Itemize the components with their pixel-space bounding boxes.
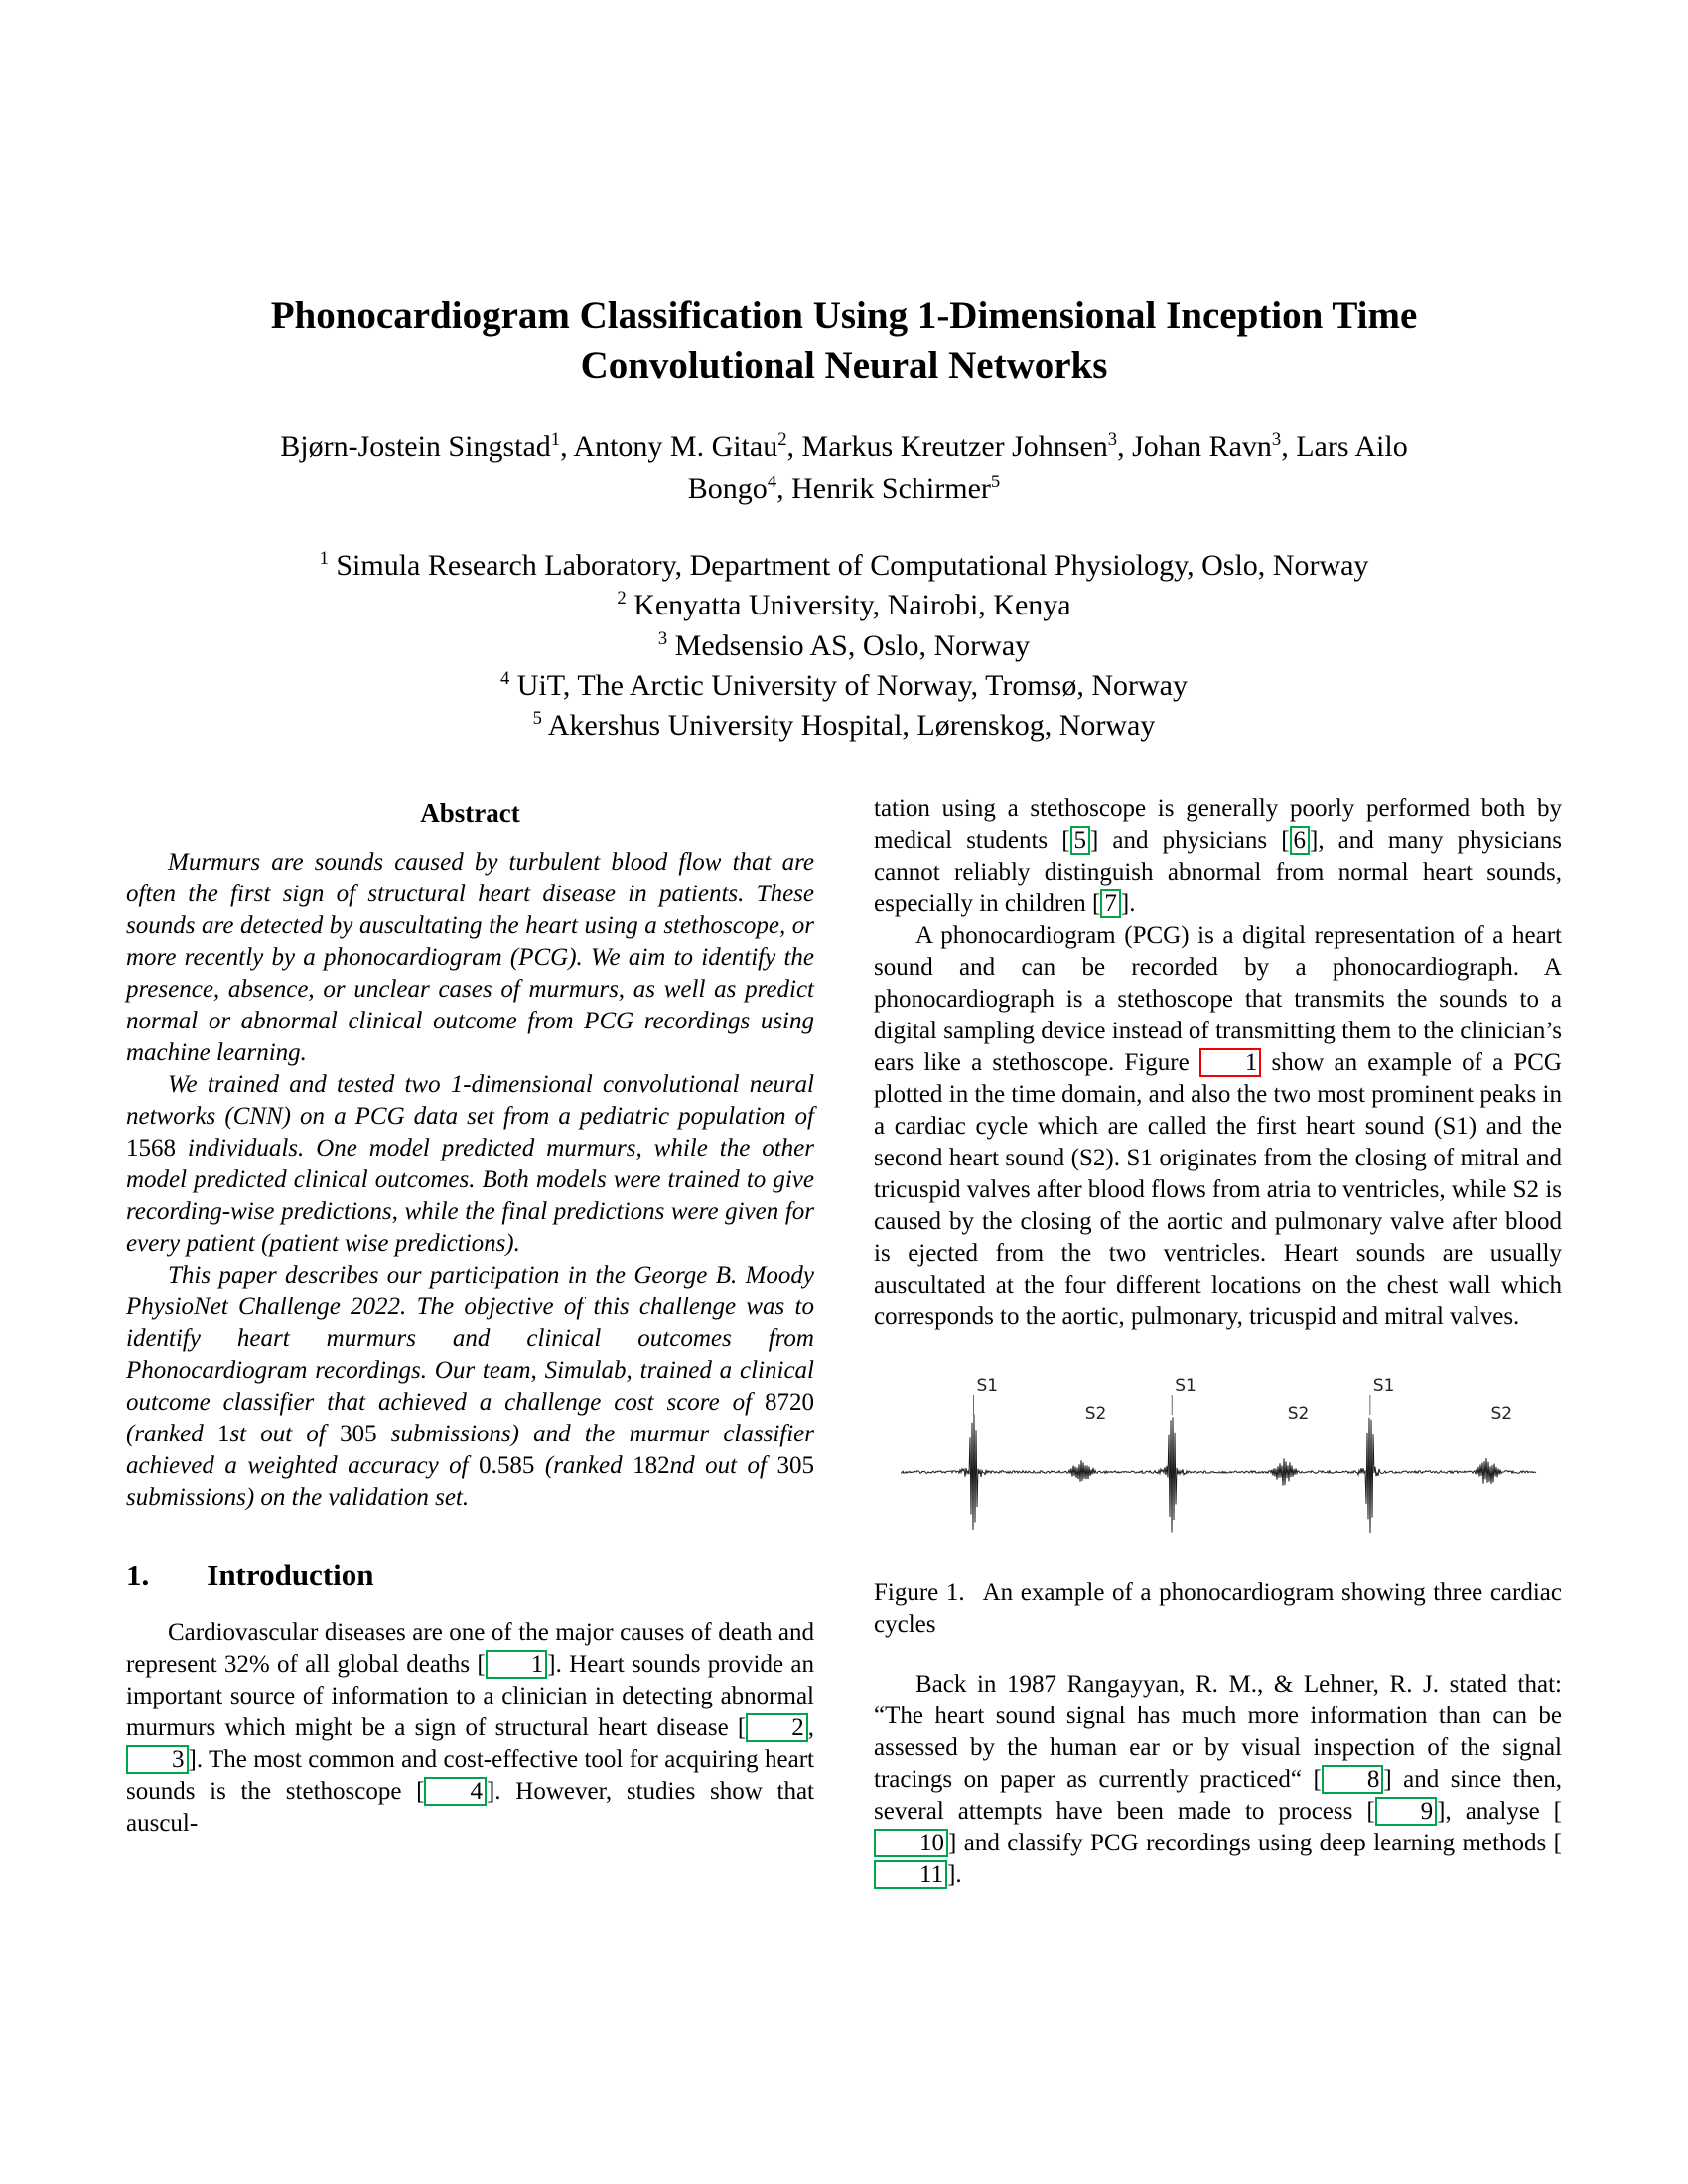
superscript-marker: 2 — [617, 588, 627, 610]
citation-link[interactable]: 3 — [126, 1745, 189, 1774]
text-run: nd out of — [669, 1452, 777, 1480]
superscript-marker: 3 — [657, 627, 668, 649]
citation-link[interactable]: 10 — [874, 1829, 948, 1857]
figure-ref-link[interactable]: 1 — [1199, 1048, 1262, 1077]
text-run: 8720 — [765, 1389, 814, 1417]
superscript-marker: 1 — [319, 548, 329, 570]
text-run: , — [807, 1714, 814, 1742]
text-run: Medsensio AS, Oslo, Norway — [667, 628, 1031, 662]
text-run: ]. — [947, 1861, 962, 1889]
right-column — [874, 793, 1562, 1891]
body-paragraph — [874, 920, 1562, 1333]
abstract-paragraph — [126, 847, 814, 1069]
s1-label: S1 — [976, 1376, 998, 1397]
section-title: Introduction — [207, 1558, 374, 1593]
text-run: ] and physicians [ — [1090, 827, 1290, 855]
citation-link[interactable]: 11 — [874, 1860, 947, 1889]
superscript-marker: 5 — [990, 471, 1001, 492]
text-run: st out of — [229, 1421, 341, 1448]
text-run: submissions) on the validation set. — [126, 1484, 470, 1512]
figure-1 — [874, 1371, 1562, 1641]
s2-label: S2 — [1084, 1404, 1106, 1425]
affiliation — [126, 706, 1562, 746]
text-run: Kenyatta University, Nairobi, Kenya — [626, 589, 1071, 622]
affiliation — [126, 626, 1562, 666]
text-run: ], analyse [ — [1437, 1798, 1562, 1826]
abstract-section — [126, 847, 814, 1514]
affiliation-list — [126, 546, 1562, 746]
abstract-heading: Abstract — [420, 798, 520, 829]
text-run: Bjørn-Jostein Singstad — [280, 429, 551, 463]
text-run: 305 — [340, 1421, 377, 1448]
s1-label: S1 — [1372, 1376, 1394, 1397]
text-run: 0.585 — [479, 1452, 535, 1480]
citation-link[interactable]: 9 — [1375, 1797, 1438, 1826]
text-run: 305 — [776, 1452, 814, 1480]
citation-link[interactable]: 6 — [1290, 826, 1311, 855]
s1-label: S1 — [1174, 1376, 1196, 1397]
pcg-waveform — [901, 1415, 1536, 1533]
citation-link[interactable]: 8 — [1322, 1765, 1384, 1794]
superscript-marker: 5 — [532, 707, 542, 729]
text-run: submissions) and the murmur classifier achieved a weighted accuracy of — [126, 1421, 814, 1480]
caption-text: An example of a phonocardiogram showing three cardiac cycles — [874, 1579, 1562, 1639]
two-column-body — [126, 793, 1562, 1891]
text-run: , Markus Kreutzer Johnsen — [786, 429, 1108, 463]
text-run: ]. Heart sounds provide an important source of information to a clinician in detecting abnormal murmurs which might be a sign of structural heart disease [ — [126, 1651, 814, 1742]
text-run: UiT, The Arctic University of Norway, Tromsø, Norway — [509, 668, 1188, 702]
s2-label: S2 — [1287, 1404, 1309, 1425]
text-run: tation using a stethoscope is generally poorly performed both by medical students [ — [874, 795, 1562, 855]
text-run: Back in 1987 Rangayyan, R. M., & Lehner, R. J. stated that: “The heart sound signal has much more information than can be assessed by the human ear or by visual inspection of the signal tracings on paper as currently practiced“ [ — [874, 1671, 1562, 1794]
text-run: ] and classify PCG recordings using deep learning methods [ — [948, 1830, 1562, 1857]
text-run: We trained and tested two 1-dimensional convolutional neural networks (CNN) on a PCG data set from a pediatric population of — [126, 1071, 814, 1131]
superscript-marker: 4 — [500, 667, 510, 689]
text-run: (ranked — [126, 1421, 217, 1448]
superscript-marker: 1 — [550, 428, 561, 450]
citation-link[interactable]: 1 — [486, 1650, 548, 1679]
text-run: (ranked — [534, 1452, 633, 1480]
text-run: show an example of a PCG plotted in the time domain, and also the two most prominent peaks in a cardiac cycle which are called the first heart sound (S1) and the second heart sound (S2). S1 originates from the closing of mitral and tricuspid valves after blood flows from atria to ventricles, while S2 is caused by the closing of the aortic and pulmonary valve after blood is ejected from the two ventricles. Heart sounds are usually auscultated at the four different locations on the chest wall which corresponds to the aortic, pulmonary, tricuspid and mitral valves. — [874, 1049, 1562, 1331]
text-run: 1 — [216, 1421, 230, 1448]
affiliation — [126, 586, 1562, 625]
text-run: , Henrik Schirmer — [776, 472, 991, 505]
text-run: A phonocardiogram (PCG) is a digital representation of a heart sound and can be recorded by a phonocardiograph. A phonocardiograph is a stethoscope that transmits the sounds to a digital sampling device instead of transmitting them to the clinician’s ears like a stethoscope. Figure — [874, 922, 1562, 1077]
superscript-marker: 4 — [767, 471, 777, 492]
text-run: ]. However, studies show that auscul- — [126, 1778, 814, 1838]
text-run: This paper describes our participation in the George B. Moody PhysioNet Challenge 2022. The objective of this challenge was to identify heart murmurs and clinical outcomes from Phonocardiogram recordings. Our team, Simulab, trained a clinical outcome classifier that achieved a challenge cost score of — [126, 1262, 814, 1417]
text-run: Cardiovascular diseases are one of the major causes of death and represent 32% of all global deaths [ — [126, 1619, 814, 1679]
caption-tag: Figure 1. — [874, 1579, 965, 1607]
figure-1-caption — [874, 1577, 1562, 1641]
superscript-marker: 3 — [1271, 428, 1282, 450]
s2-label: S2 — [1489, 1404, 1512, 1425]
citation-link[interactable]: 5 — [1070, 826, 1091, 855]
affiliation — [126, 546, 1562, 586]
superscript-marker: 2 — [777, 428, 787, 450]
text-run: Simula Research Laboratory, Department of Computational Physiology, Oslo, Norway — [328, 549, 1369, 583]
abstract-paragraph — [126, 1260, 814, 1514]
affiliation — [126, 666, 1562, 706]
text-run: ], and many physicians cannot reliably distinguish abnormal from normal heart sounds, especially in children [ — [874, 827, 1562, 918]
text-run: Bongo — [687, 472, 768, 505]
author-list — [126, 426, 1562, 510]
text-run: 1568 — [126, 1135, 176, 1162]
body-paragraph — [874, 793, 1562, 920]
citation-link[interactable]: 4 — [424, 1777, 487, 1806]
authors-line-2 — [126, 469, 1562, 511]
text-run: , Antony M. Gitau — [560, 429, 778, 463]
text-run: , Lars Ailo — [1281, 429, 1408, 463]
text-run: ]. — [1120, 890, 1136, 918]
text-run: Akershus University Hospital, Lørenskog, Norway — [541, 708, 1156, 742]
text-run: individuals. One model predicted murmurs, while the other model predicted clinical outcomes. Both models were trained to give recording-wise predictions, while the final predictions were given for every patient (patient wise predictions). — [126, 1135, 814, 1258]
text-run: ]. The most common and cost-effective tool for acquiring heart sounds is the stethoscope [ — [126, 1746, 814, 1806]
text-run: , Johan Ravn — [1117, 429, 1272, 463]
body-paragraph — [126, 1617, 814, 1840]
text-run: 182 — [633, 1452, 670, 1480]
authors-line-1 — [126, 426, 1562, 469]
text-run: ] and since then, several attempts have been made to process [ — [874, 1766, 1562, 1826]
title-line-2: Convolutional Neural Networks — [580, 344, 1108, 388]
superscript-marker: 3 — [1107, 428, 1118, 450]
citation-link[interactable]: 7 — [1100, 889, 1121, 918]
pcg-plot — [891, 1371, 1546, 1545]
body-paragraph — [874, 1669, 1562, 1891]
section-heading-introduction — [126, 1560, 814, 1591]
section-number: 1. — [126, 1558, 150, 1593]
left-column — [126, 793, 814, 1891]
abstract-paragraph — [126, 1069, 814, 1260]
title-line-1: Phonocardiogram Classification Using 1-Dimensional Inception Time — [270, 294, 1418, 337]
text-run: Murmurs are sounds caused by turbulent blood flow that are often the first sign of structural heart disease in patients. These sounds are detected by auscultating the heart using a stethoscope, or more recently by a phonocardiogram (PCG). We aim to identify the presence, absence, or unclear cases of murmurs, as well as predict normal or abnormal clinical outcome from PCG recordings using machine learning. — [126, 849, 814, 1067]
citation-link[interactable]: 2 — [746, 1713, 808, 1742]
paper-title — [126, 290, 1562, 392]
